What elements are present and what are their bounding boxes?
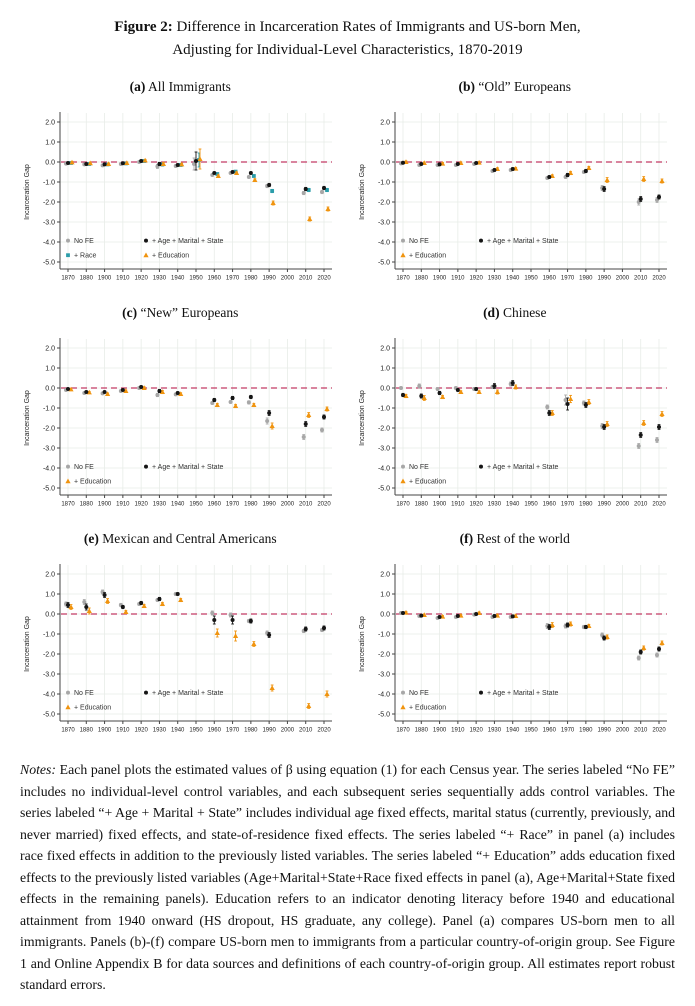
svg-text:-1.0: -1.0 [43,179,56,187]
svg-text:-3.0: -3.0 [377,671,390,679]
svg-text:1870: 1870 [396,501,410,508]
notes-label: Notes: [20,762,57,777]
svg-text:2000: 2000 [615,275,629,282]
svg-text:-2.0: -2.0 [43,199,56,207]
svg-text:2000: 2000 [280,727,295,734]
figure-title-line2: Adjusting for Individual-Level Characteristics, 1870-2019 [172,41,523,58]
svg-text:Incarceration Gap: Incarceration Gap [24,390,32,446]
figure-title-line1: Difference in Incarceration Rates of Immigrants and US-born Men, [172,19,581,35]
svg-text:+ Education: + Education [408,704,446,712]
svg-text:1950: 1950 [189,275,203,282]
svg-text:+ Education: + Education [408,478,446,486]
svg-text:Incarceration Gap: Incarceration Gap [24,616,32,672]
svg-text:2010: 2010 [633,727,648,734]
svg-text:2000: 2000 [615,727,629,734]
svg-text:1960: 1960 [542,501,556,508]
svg-text:-5.0: -5.0 [43,485,56,493]
svg-text:+ Age + Marital + State: + Age + Marital + State [152,464,224,471]
panel-e [16,529,345,737]
svg-text:-5.0: -5.0 [43,259,56,267]
svg-text:1980: 1980 [578,275,593,282]
svg-text:-5.0: -5.0 [377,259,390,267]
svg-text:1930: 1930 [487,727,501,734]
panel-c-title [16,305,345,321]
svg-text:1960: 1960 [207,501,222,508]
svg-text:2010: 2010 [299,501,313,508]
svg-text:1920: 1920 [134,501,149,508]
svg-text:1.0: 1.0 [45,591,56,599]
svg-text:1900: 1900 [432,501,447,508]
svg-text:1970: 1970 [560,501,575,508]
svg-text:1920: 1920 [469,727,483,734]
svg-text:1880: 1880 [414,275,428,282]
svg-text:Incarceration Gap: Incarceration Gap [24,164,32,220]
svg-text:1980: 1980 [244,501,258,508]
svg-text:1900: 1900 [432,727,447,734]
svg-text:-3.0: -3.0 [377,445,390,453]
svg-text:1940: 1940 [171,275,185,282]
svg-text:1960: 1960 [542,727,556,734]
svg-text:1920: 1920 [469,275,483,282]
panel-e-name: Mexican and Central Americans [102,531,277,546]
svg-text:1960: 1960 [542,275,556,282]
svg-text:1870: 1870 [396,727,410,734]
svg-text:No FE: No FE [408,238,429,245]
svg-text:2020: 2020 [652,501,666,508]
svg-text:2.0: 2.0 [45,119,56,127]
svg-text:2020: 2020 [317,501,331,508]
figure-title [48,16,648,61]
svg-text:Incarceration Gap: Incarceration Gap [358,164,366,220]
svg-text:+ Age + Marital + State: + Age + Marital + State [486,238,559,245]
svg-text:+ Education: + Education [74,704,112,712]
panel-c-chart [16,333,345,511]
svg-text:1950: 1950 [189,501,203,508]
svg-text:1870: 1870 [61,501,75,508]
panel-b-title [351,79,680,95]
svg-text:1920: 1920 [134,275,149,282]
svg-text:Incarceration Gap: Incarceration Gap [358,390,366,446]
svg-text:1880: 1880 [79,501,94,508]
svg-text:1950: 1950 [189,727,203,734]
svg-text:2010: 2010 [299,727,313,734]
svg-text:-4.0: -4.0 [377,465,390,473]
svg-text:+ Education: + Education [74,478,112,486]
panel-b-label: (b) [458,79,476,94]
panel-d [351,303,680,511]
svg-text:1.0: 1.0 [380,591,390,599]
svg-text:-2.0: -2.0 [377,199,390,207]
svg-text:1980: 1980 [578,727,593,734]
svg-text:0.0: 0.0 [380,611,390,619]
panels-grid [16,77,679,737]
svg-text:2010: 2010 [633,275,648,282]
svg-text:+ Age + Marital + State: + Age + Marital + State [486,464,559,471]
svg-text:1920: 1920 [469,501,483,508]
svg-text:2010: 2010 [299,275,313,282]
svg-text:1910: 1910 [116,727,130,734]
svg-text:+ Age + Marital + State: + Age + Marital + State [152,690,224,697]
svg-text:-5.0: -5.0 [377,711,390,719]
svg-text:1930: 1930 [152,501,167,508]
svg-text:-1.0: -1.0 [377,179,390,187]
svg-text:No FE: No FE [74,238,95,245]
svg-text:-1.0: -1.0 [377,631,390,639]
svg-text:+ Age + Marital + State: + Age + Marital + State [152,238,224,245]
svg-text:Incarceration Gap: Incarceration Gap [358,616,366,672]
panel-d-name: Chinese [502,305,547,320]
svg-text:-4.0: -4.0 [377,691,390,699]
panel-a-label: (a) [129,79,146,94]
svg-text:1930: 1930 [152,727,167,734]
svg-text:1950: 1950 [524,501,538,508]
svg-text:1940: 1940 [171,501,185,508]
svg-text:2020: 2020 [652,275,666,282]
svg-text:0.0: 0.0 [45,611,56,619]
svg-text:1910: 1910 [116,501,130,508]
svg-text:1900: 1900 [98,727,112,734]
svg-text:No FE: No FE [408,464,429,471]
panel-f-chart [351,559,680,737]
svg-text:-3.0: -3.0 [43,219,56,227]
svg-text:No FE: No FE [74,464,95,471]
panel-e-chart [16,559,345,737]
svg-text:+ Education: + Education [152,252,190,260]
svg-text:0.0: 0.0 [45,385,56,393]
figure-notes [20,759,675,996]
panel-d-label: (d) [483,305,500,320]
svg-text:1980: 1980 [244,275,258,282]
panel-c [16,303,345,511]
panel-c-label: (c) [122,305,138,320]
svg-text:-4.0: -4.0 [43,691,56,699]
svg-text:1940: 1940 [505,275,520,282]
svg-text:1.0: 1.0 [380,139,390,147]
panel-f-title [351,531,680,547]
svg-text:1990: 1990 [262,501,277,508]
svg-text:1930: 1930 [487,275,501,282]
panel-a [16,77,345,285]
svg-text:1910: 1910 [116,275,130,282]
panel-a-title [16,79,345,95]
svg-text:-4.0: -4.0 [377,239,390,247]
svg-text:2000: 2000 [615,501,629,508]
svg-text:1980: 1980 [244,727,258,734]
svg-text:1.0: 1.0 [380,365,390,373]
svg-text:1940: 1940 [505,727,520,734]
svg-text:+ Age + Marital + State: + Age + Marital + State [486,690,559,697]
svg-text:1870: 1870 [61,275,75,282]
svg-text:1930: 1930 [487,501,501,508]
svg-text:-3.0: -3.0 [43,445,56,453]
svg-text:-2.0: -2.0 [377,425,390,433]
svg-text:1990: 1990 [262,275,277,282]
panel-b-chart [351,107,680,285]
svg-text:-2.0: -2.0 [43,651,56,659]
svg-text:2.0: 2.0 [45,345,56,353]
svg-text:-5.0: -5.0 [377,485,390,493]
panel-e-title [16,531,345,547]
svg-text:2.0: 2.0 [380,119,390,127]
svg-text:1940: 1940 [171,727,185,734]
panel-f-label: (f) [459,531,474,546]
svg-text:2020: 2020 [652,727,666,734]
notes-body: Each panel plots the estimated values of β using equation (1) for each Census year. The series labeled “No FE” includes no individual-level control variables, and each subsequent series sequentially adds control variables. The series labeled “+ Age + Marital + State” includes individual age fixed effects, marital status (currently, previously, and never married) fixed effects, and state-of-residence fixed effects. The series labeled “+ Race” in panel (a) includes race fixed effects in addition to the previously listed variables. The series labeled “+ Education” adds education fixed effects to the previously listed variables (Age+Marital+State+Race fixed effects in panel (a), Age+Marital+State fixed effects in the remaining panels). Education refers to an indicator denoting literacy before 1940 and educational attainment from 1940 onward (HS dropout, HS graduate, any college). Panel (a) compares US-born men to all immigrants. Panels (b)-(f) compare US-born men to immigrants from a particular country-of-origin group. See Figure 1 and Online Appendix B for data sources and definitions of each country-of-origin group. All estimates report robust standard errors. [20,762,675,993]
panel-a-chart [16,107,345,285]
svg-text:1940: 1940 [505,501,520,508]
svg-text:No FE: No FE [74,690,95,697]
svg-text:No FE: No FE [408,690,429,697]
svg-text:1.0: 1.0 [45,365,56,373]
panel-c-name: “New” Europeans [140,305,239,320]
svg-text:-4.0: -4.0 [43,465,56,473]
svg-text:1960: 1960 [207,275,222,282]
svg-text:-3.0: -3.0 [377,219,390,227]
svg-text:-1.0: -1.0 [43,405,56,413]
panel-b-name: “Old” Europeans [478,79,571,94]
svg-text:2020: 2020 [317,727,331,734]
svg-text:1990: 1990 [597,727,611,734]
svg-text:1990: 1990 [597,275,611,282]
svg-text:1900: 1900 [98,501,112,508]
svg-text:2010: 2010 [633,501,648,508]
svg-text:1910: 1910 [450,501,465,508]
svg-text:1910: 1910 [450,275,465,282]
svg-text:1990: 1990 [262,727,277,734]
svg-text:1950: 1950 [524,727,538,734]
svg-text:-3.0: -3.0 [43,671,56,679]
svg-text:1970: 1970 [226,727,240,734]
svg-text:1900: 1900 [432,275,447,282]
svg-text:-1.0: -1.0 [377,405,390,413]
panel-f-name: Rest of the world [476,531,570,546]
panel-e-label: (e) [83,531,99,546]
svg-text:1880: 1880 [414,501,428,508]
svg-text:1950: 1950 [524,275,538,282]
svg-text:+ Race: + Race [74,252,97,260]
svg-text:0.0: 0.0 [45,159,56,167]
svg-text:1930: 1930 [152,275,167,282]
panel-d-chart [351,333,680,511]
svg-text:1970: 1970 [560,275,575,282]
svg-text:-2.0: -2.0 [377,651,390,659]
panel-a-name: All Immigrants [148,79,231,94]
svg-text:1970: 1970 [226,501,240,508]
svg-text:1910: 1910 [450,727,465,734]
svg-text:1970: 1970 [226,275,240,282]
svg-text:2020: 2020 [317,275,331,282]
svg-text:1870: 1870 [61,727,75,734]
svg-text:1880: 1880 [414,727,428,734]
svg-text:2000: 2000 [280,501,295,508]
figure-number: Figure 2: [114,19,173,35]
svg-text:2.0: 2.0 [380,571,390,579]
svg-text:-5.0: -5.0 [43,711,56,719]
panel-f [351,529,680,737]
svg-text:0.0: 0.0 [380,159,390,167]
panel-d-title [351,305,680,321]
svg-text:-1.0: -1.0 [43,631,56,639]
svg-text:1990: 1990 [597,501,611,508]
svg-text:2000: 2000 [280,275,295,282]
svg-text:1880: 1880 [79,275,94,282]
svg-text:2.0: 2.0 [380,345,390,353]
svg-text:2.0: 2.0 [45,571,56,579]
svg-text:+ Education: + Education [408,252,446,260]
svg-text:1970: 1970 [560,727,575,734]
svg-text:1870: 1870 [396,275,410,282]
svg-text:1980: 1980 [578,501,593,508]
svg-text:-4.0: -4.0 [43,239,56,247]
svg-text:0.0: 0.0 [380,385,390,393]
panel-b [351,77,680,285]
svg-text:1900: 1900 [98,275,112,282]
svg-text:-2.0: -2.0 [43,425,56,433]
svg-text:1.0: 1.0 [45,139,56,147]
svg-text:1960: 1960 [207,727,222,734]
svg-text:1880: 1880 [79,727,94,734]
svg-text:1920: 1920 [134,727,149,734]
